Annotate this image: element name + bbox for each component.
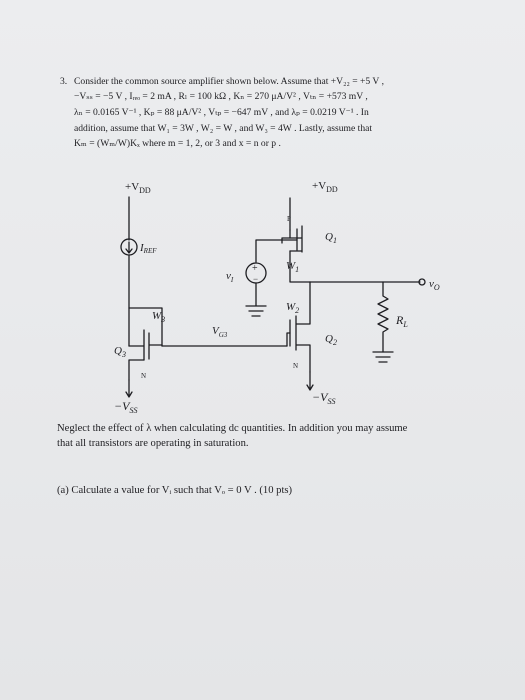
vss-left-label: $-V_{SS}$: [114, 399, 138, 415]
problem-line-3: λₙ = 0.0165 V⁻¹ , Kₚ = 88 μA/V² , Vₜₚ = −647 mV , and λₚ = 0.0219 V⁻¹ . In: [74, 107, 369, 118]
problem-line-1: Consider the common source amplifier shown below. Assume that +V₂₂ = +5 V ,: [74, 76, 384, 87]
vss-right-label: $-V_{SS}$: [312, 390, 336, 406]
note-line-1: Neglect the effect of λ when calculating dc quantities. In addition you may assume: [57, 423, 408, 434]
w2-label: $W_2$: [286, 301, 300, 315]
q2-type-mark: N: [293, 362, 299, 370]
q2-transistor-icon: [290, 282, 310, 372]
q3-label: $Q_3$: [114, 345, 126, 359]
instructions-note: [57, 422, 497, 451]
vi-plus-label: +: [252, 263, 258, 274]
q3-transistor-icon: [129, 330, 162, 360]
vo-label: $v_O$: [429, 278, 440, 292]
vi-minus-label: −: [253, 274, 259, 284]
problem-line-2: −Vₛₛ = −5 V , Iᵣₑₒ = 2 mA , Rₗ = 100 kΩ , Kₙ = 270 μA/V² , Vₜₙ = +573 mV ,: [74, 91, 368, 102]
problem-number: 3.: [60, 76, 68, 87]
vss-right-arrow-icon: [307, 372, 313, 390]
question-part-a: (a) Calculate a value for Vᵢ such that Vₒ = 0 V . (10 pts): [57, 485, 293, 496]
vi-ground-icon: [246, 283, 266, 316]
problem-line-4: addition, assume that W₁ = 3W , W₂ = W , and W₃ = 4W . Lastly, assume that: [74, 123, 373, 134]
vss-left-arrow-icon: [126, 380, 132, 397]
q1-type-mark: P: [287, 215, 291, 223]
q3-type-mark: N: [141, 372, 147, 380]
w1-label: $W_1$: [286, 260, 300, 274]
iref-label: IREF: [140, 242, 157, 255]
vdd-right-label: $+V_{DD}$: [312, 180, 338, 194]
rl-ground-icon: [373, 352, 393, 362]
q1-transistor-icon: [290, 226, 302, 252]
rl-label: $R_L$: [396, 313, 408, 329]
q1-label: $Q_1$: [325, 231, 337, 245]
problem-line-5: Kₘ = (Wₘ/W)Kₓ where m = 1, 2, or 3 and x = n or p .: [74, 138, 281, 149]
vi-label: $v_I$: [226, 270, 234, 284]
iref-arrow-icon: [126, 242, 132, 253]
vdd-left-label: $+V_{DD}$: [125, 181, 151, 195]
q2-label: $Q_2$: [325, 333, 337, 347]
rl-resistor-icon: [378, 282, 388, 352]
vg3-label: $V_{G3}$: [212, 325, 228, 339]
w3-label: $W_3$: [152, 310, 166, 324]
note-line-2: that all transistors are operating in saturation.: [57, 437, 249, 449]
